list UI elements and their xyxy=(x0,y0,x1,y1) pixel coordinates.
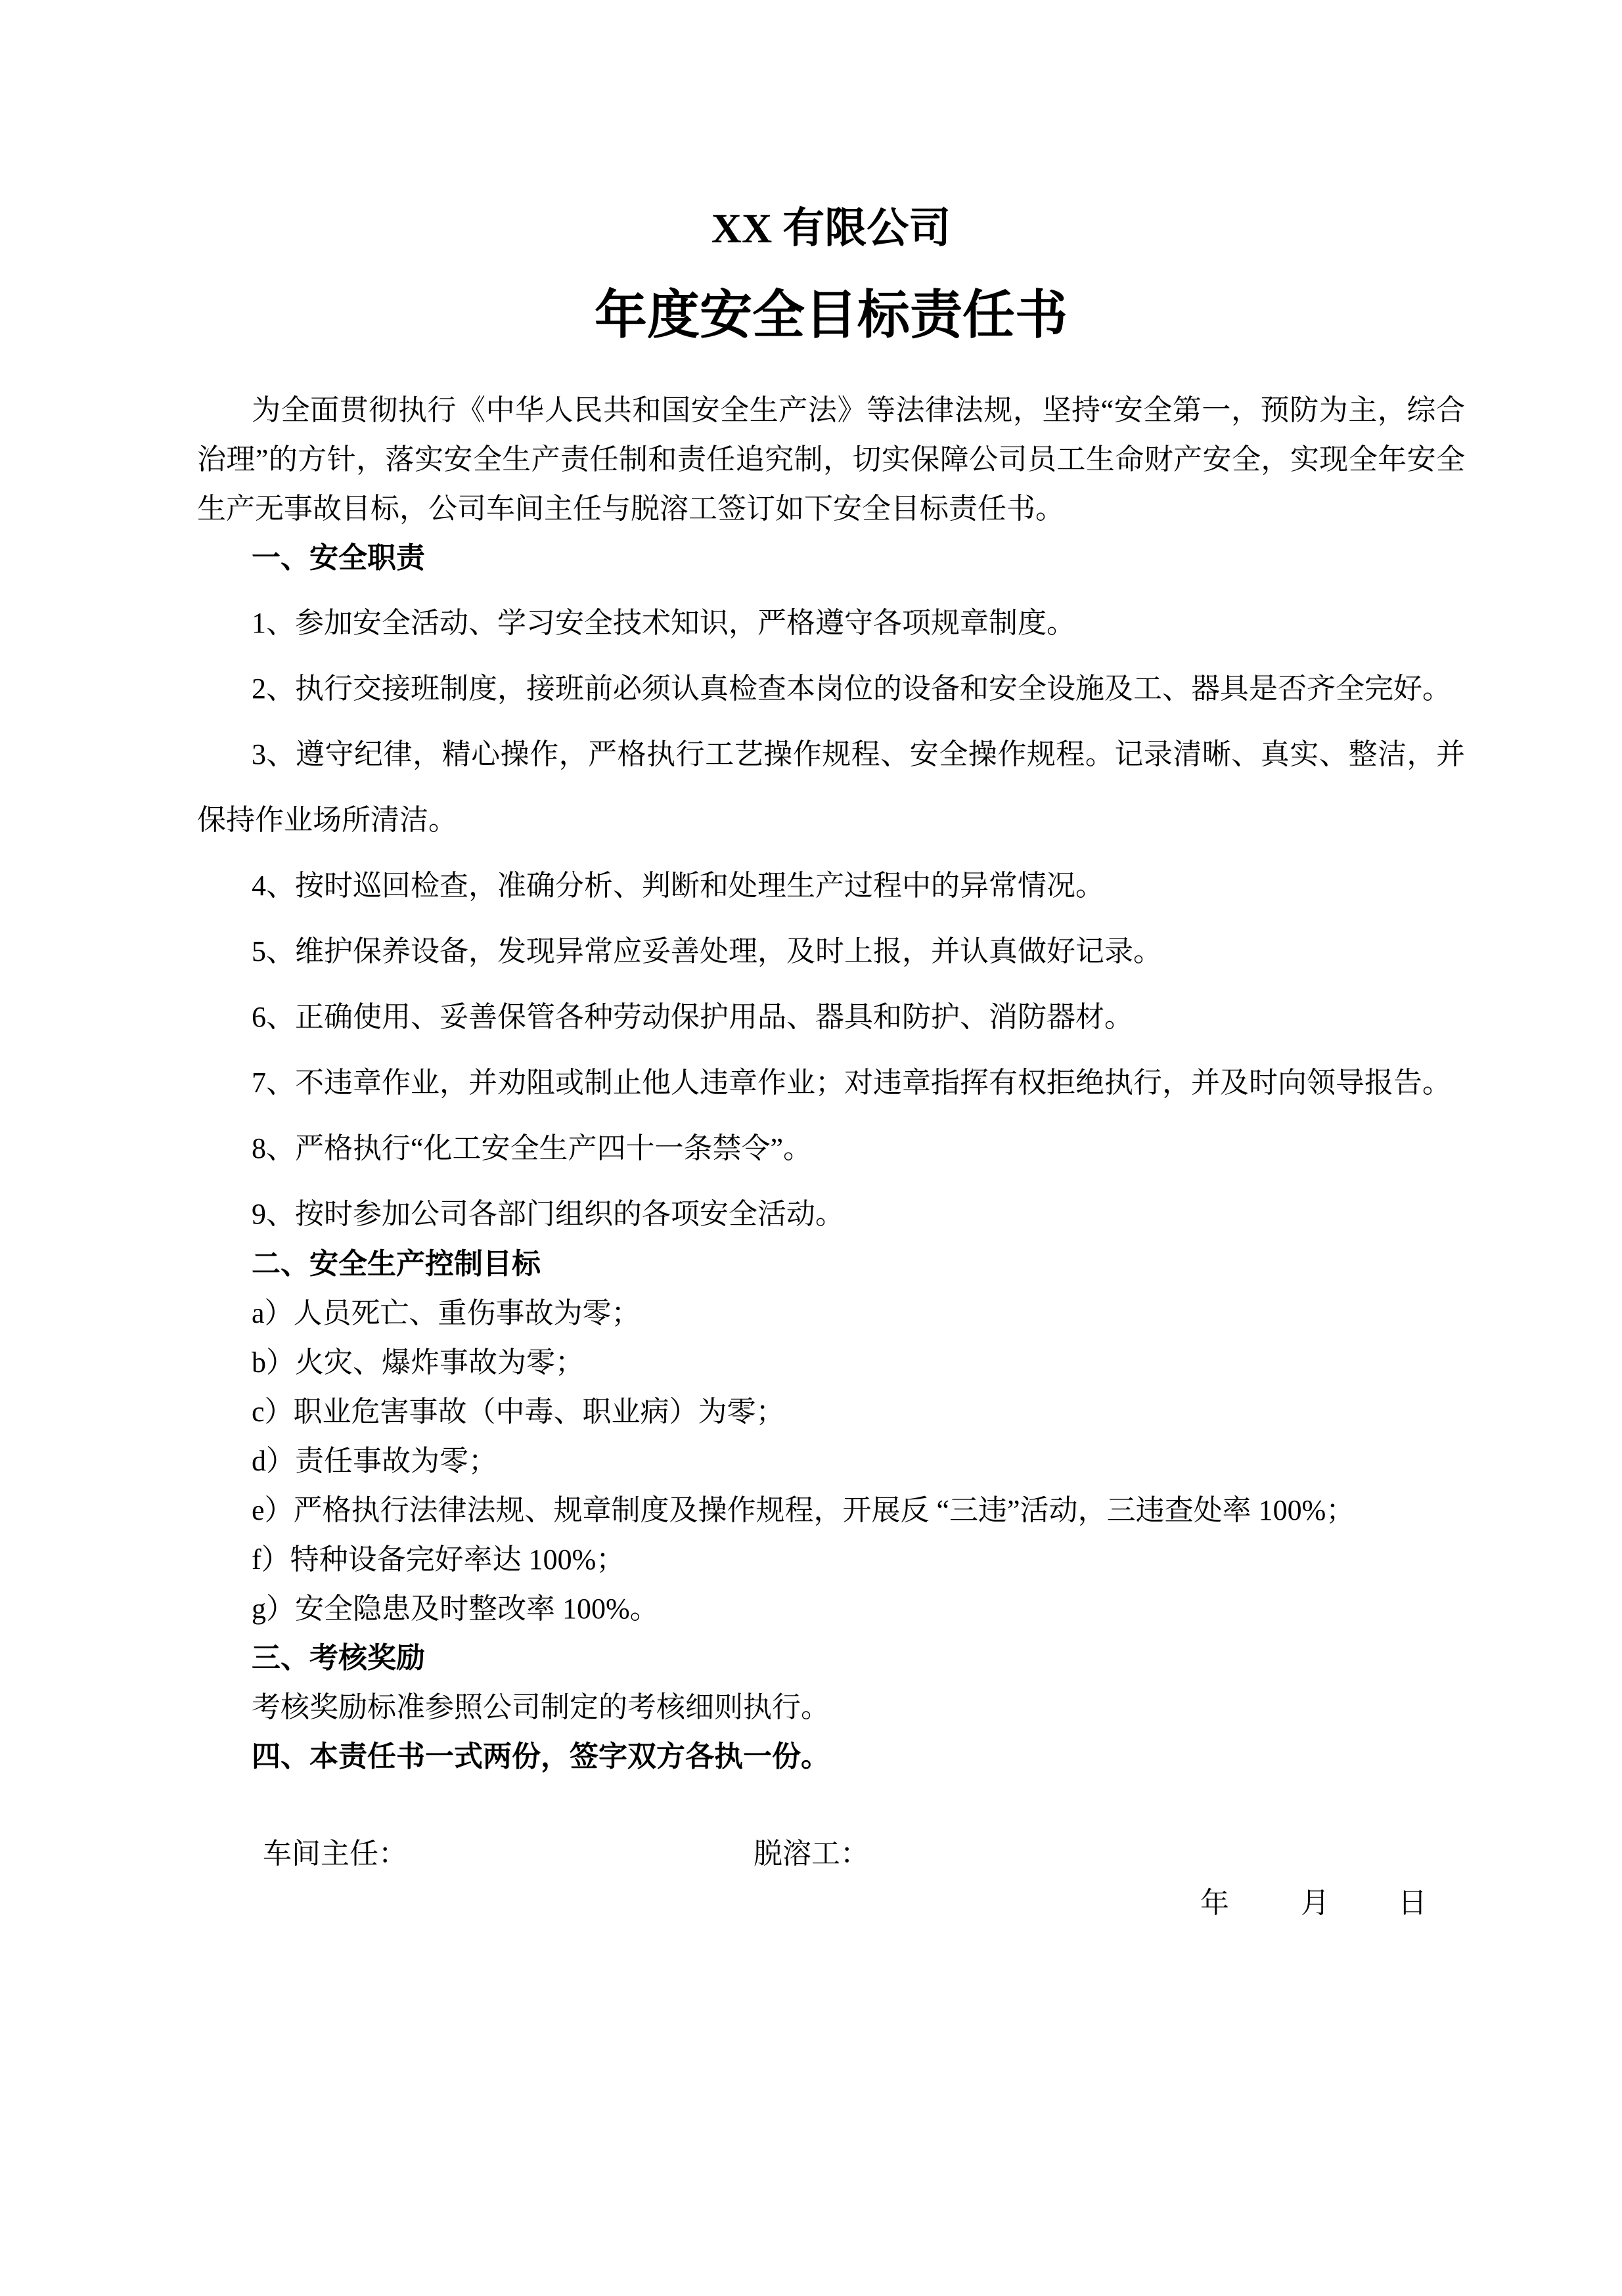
section2-heading: 二、安全生产控制目标 xyxy=(252,1248,541,1280)
signature-row xyxy=(197,1829,1465,1878)
date-row xyxy=(197,1878,1465,1928)
duty-item-1: 1、参加安全活动、学习安全技术知识，严格遵守各项规章制度。 xyxy=(252,607,1075,639)
duty-item-7: 7、不违章作业，并劝阻或制止他人违章作业；对违章指挥有权拒绝执行，并及时向领导报告。 xyxy=(252,1067,1451,1099)
duty-item-4: 4、按时巡回检查，准确分析、判断和处理生产过程中的异常情况。 xyxy=(252,870,1104,902)
duty-item-2: 2、执行交接班制度，接班前必须认真检查本岗位的设备和安全设施及工、器具是否齐全完好。 xyxy=(252,673,1451,705)
date-month-label: 月 xyxy=(1301,1887,1330,1919)
intro-paragraph: 为全面贯彻执行《中华人民共和国安全生产法》等法律法规，坚持“安全第一，预防为主，综合治理”的方针，落实安全生产责任制和责任追究制，切实保障公司员工生命财产安全，实现全年安全生产无事故目标，公司车间主任与脱溶工签订如下安全目标责任书。 xyxy=(197,394,1465,525)
control-target-e: e）严格执行法律法规、规章制度及操作规程，开展反 “三违”活动，三违查处率 100%； xyxy=(252,1494,1355,1526)
control-target-b: b）火灾、爆炸事故为零； xyxy=(252,1346,584,1379)
control-target-a: a）人员死亡、重伤事故为零； xyxy=(252,1297,641,1329)
section1-heading: 一、安全职责 xyxy=(252,542,425,574)
control-target-f: f）特种设备完好率达 100%； xyxy=(252,1543,625,1576)
section3-heading: 三、考核奖励 xyxy=(252,1642,425,1674)
control-target-g: g）安全隐患及时整改率 100%。 xyxy=(252,1593,659,1625)
control-target-d: d）责任事故为零； xyxy=(252,1445,497,1477)
date-year-label: 年 xyxy=(1200,1887,1229,1919)
duty-item-5: 5、维护保养设备，发现异常应妥善处理，及时上报，并认真做好记录。 xyxy=(252,935,1162,967)
company-title: XX 有限公司 xyxy=(711,205,951,252)
doc-title: 年度安全目标责任书 xyxy=(595,287,1068,345)
workshop-director-label: 车间主任： xyxy=(263,1838,407,1870)
section4-heading: 四、本责任书一式两份，签字双方各执一份。 xyxy=(252,1740,830,1773)
duty-item-6: 6、正确使用、妥善保管各种劳动保护用品、器具和防护、消防器材。 xyxy=(252,1001,1133,1033)
control-target-c: c）职业危害事故（中毒、职业病）为零； xyxy=(252,1396,785,1428)
date-day-label: 日 xyxy=(1398,1887,1427,1919)
duty-item-8: 8、严格执行“化工安全生产四十一条禁令”。 xyxy=(252,1132,813,1164)
desolventizer-label: 脱溶工： xyxy=(754,1838,869,1870)
duty-item-9: 9、按时参加公司各部门组织的各项安全活动。 xyxy=(252,1198,844,1230)
duty-item-3: 3、遵守纪律，精心操作，严格执行工艺操作规程、安全操作规程。记录清晰、真实、整洁，并保持作业场所清洁。 xyxy=(197,738,1465,836)
section3-body: 考核奖励标准参照公司制定的考核细则执行。 xyxy=(252,1691,830,1723)
